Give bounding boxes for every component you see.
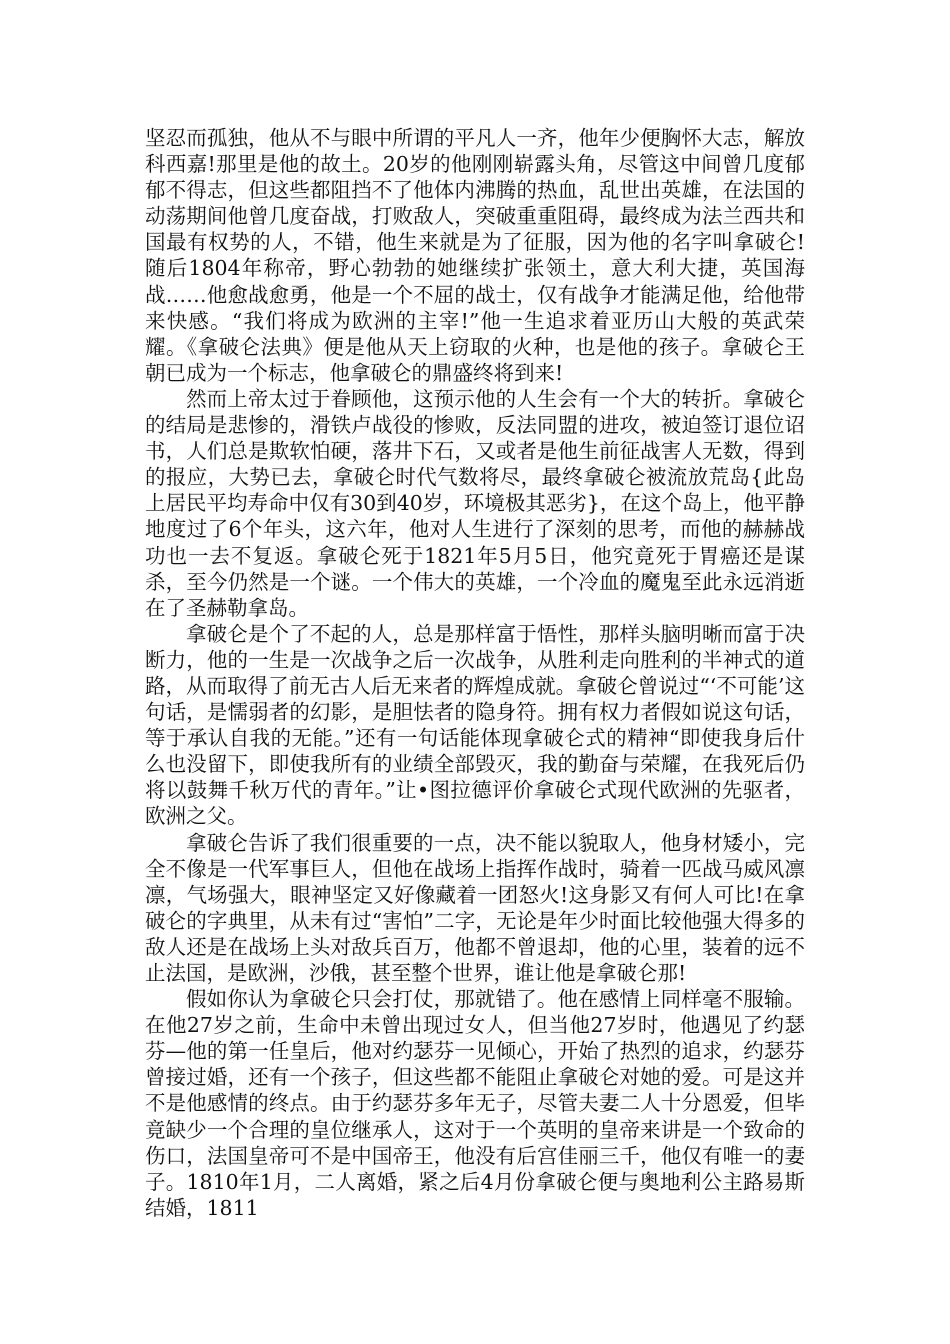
paragraph: 坚忍而孤独，他从不与眼中所谓的平凡人一齐，他年少便胸怀大志，解放科西嘉!那里是他的故土。20岁的他刚刚崭露头角，尽管这中间曾几度郁郁不得志，但这些都阻挡不了他体内沸腾的热血，乱世出英雄，在法国的动荡期间他曾几度奋战，打败敌人，突破重重阻碍，最终成为法兰西共和国最有权势的人，不错，他生来就是为了征服，因为他的名字叫拿破仑!随后1804年称帝，野心勃勃的她继续扩张领土，意大利大捷，英国海战……他愈战愈勇，他是一个不屈的战士，仅有战争才能满足他，给他带来快感。“我们将成为欧洲的主宰!”他一生追求着亚历山大般的英武荣耀。《拿破仑法典》便是他从天上窃取的火种，也是他的孩子。拿破仑王朝已成为一个标志，他拿破仑的鼎盛终将到来! — [145, 126, 805, 385]
paragraph: 假如你认为拿破仑只会打仗，那就错了。他在感情上同样毫不服输。在他27岁之前，生命中未曾出现过女人，但当他27岁时，他遇见了约瑟芬—他的第一任皇后，他对约瑟芬一见倾心，开始了热烈的追求，约瑟芬曾接过婚，还有一个孩子，但这些都不能阻止拿破仑对她的爱。可是这并不是他感情的终点。由于约瑟芬多年无子，尽管夫妻二人十分恩爱，但毕竟缺少一个合理的皇位继承人，这对于一个英明的皇帝来讲是一个致命的伤口，法国皇帝可不是中国帝王，他没有后宫佳丽三千，他仅有唯一的妻子。1810年1月，二人离婚，紧之后4月份拿破仑便与奥地利公主路易斯结婚，1811 — [145, 987, 805, 1220]
paragraph: 然而上帝太过于眷顾他，这预示他的人生会有一个大的转折。拿破仑的结局是悲惨的，滑铁卢战役的惨败，反法同盟的进攻，被迫签订退位诏书，人们总是欺软怕硬，落井下石，又或者是他生前征战害人无数，得到的报应，大势已去，拿破仑时代气数将尽，最终拿破仑被流放荒岛{此岛上居民平均寿命中仅有30到40岁，环境极其恶劣}，在这个岛上，他平静地度过了6个年头，这六年，他对人生进行了深刻的思考，而他的赫赫战功也一去不复返。拿破仑死于1821年5月5日，他究竟死于胃癌还是谋杀，至今仍然是一个谜。一个伟大的英雄，一个冷血的魔鬼至此永远消逝在了圣赫勒拿岛。 — [145, 386, 805, 620]
paragraph: 拿破仑告诉了我们很重要的一点，决不能以貌取人，他身材矮小，完全不像是一代军事巨人，但他在战场上指挥作战时，骑着一匹战马威风凛凛，气场强大，眼神坚定又好像藏着一团怒火!这身影又有何人可比!在拿破仑的字典里，从未有过“害怕”二字，无论是年少时面比较他强大得多的敌人还是在战场上头对敌兵百万，他都不曾退却，他的心里，装着的远不止法国，是欧洲，沙俄，甚至整个世界，谁让他是拿破仑那! — [145, 830, 805, 985]
document-body — [145, 125, 805, 1221]
paragraph: 拿破仑是个了不起的人，总是那样富于悟性，那样头脑明晰而富于决断力，他的一生是一次战争之后一次战争，从胜利走向胜利的半神式的道路，从而取得了前无古人后无来者的辉煌成就。拿破仑曾说过“‘不可能’这句话，是懦弱者的幻影，是胆怯者的隐身符。拥有权力者假如说这句话，等于承认自我的无能。”还有一句话能体现拿破仑式的精神“即使我身后什么也没留下，即使我所有的业绩全部毁灭，我的勤奋与荣耀，在我死后仍将以鼓舞千秋万代的青年。”让•图拉德评价拿破仑式现代欧洲的先驱者，欧洲之父。 — [145, 621, 805, 829]
